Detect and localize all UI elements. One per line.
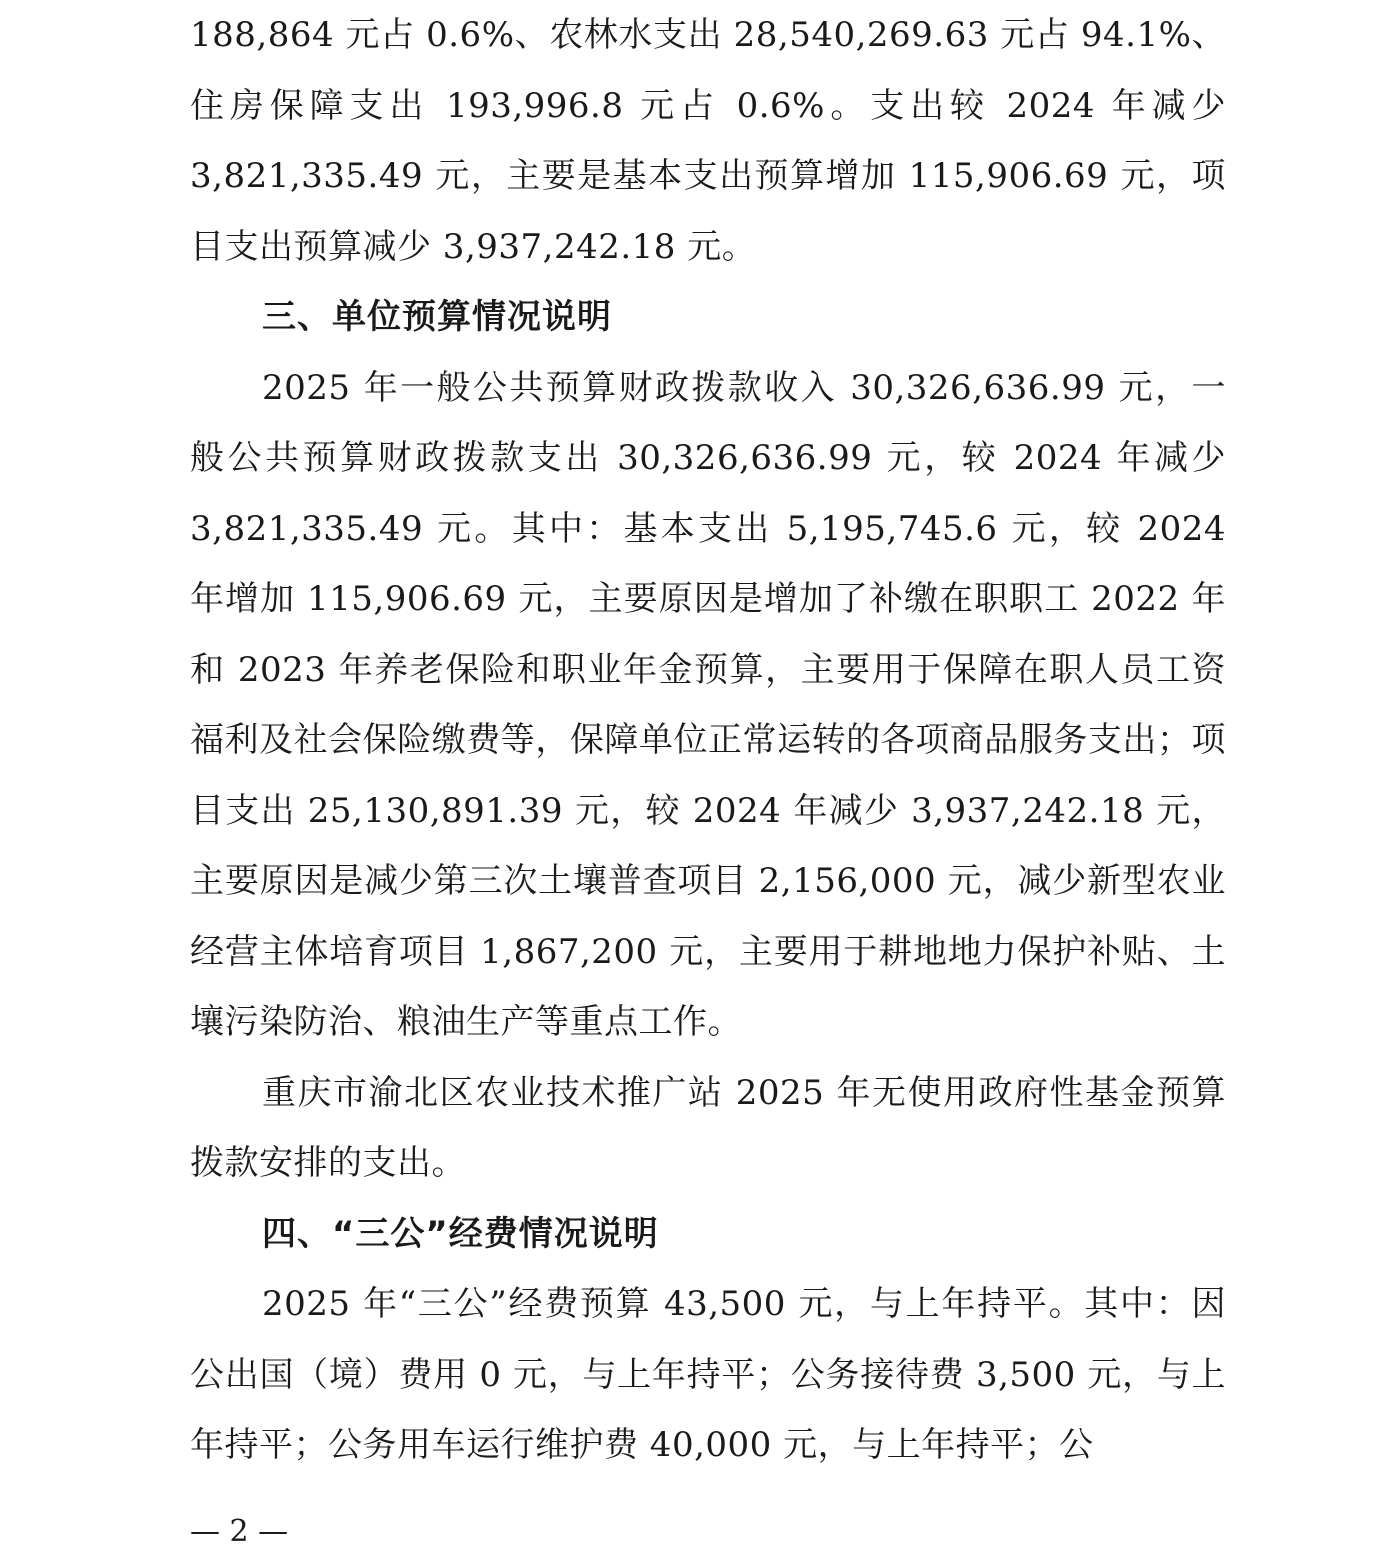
paragraph-unit-budget: 2025 年一般公共预算财政拨款收入 30,326,636.99 元，一般公共预算财政拨款支出 30,326,636.99 元，较 2024 年减少 3,821,335.49 元。其中：基本支出 5,195,745.6 元，较 2024 年增加 115,906.69 元，主要原因是增加了补缴在职职工 2022 年和 2023 年养老保险和职业年金预算，主要用于保障在职人员工资福利及社会保险缴费等，保障单位正常运转的各项商品服务支出；项目支出 25,130,891.39 元，较 2024 年减少 3,937,242.18 元，主要原因是减少第三次土壤普查项目 2,156,000 元，减少新型农业经营主体培育项目 1,867,200 元，主要用于耕地地力保护补贴、土壤污染防治、粮油生产等重点工作。 [190,367,1226,1042]
page-number: — 2 — [190,1514,289,1549]
paragraph-three-public-expenses: 2025 年“三公”经费预算 43,500 元，与上年持平。其中：因公出国（境）费用 0 元，与上年持平；公务接待费 3,500 元，与上年持平；公务用车运行维护费 40,000 元，与上年持平；公 [190,1284,1226,1465]
paragraph-expenditure-continuation: 188,864 元占 0.6%、农林水支出 28,540,269.63 元占 94.1%、住房保障支出 193,996.8 元占 0.6%。支出较 2024 年减少 3,821,335.49 元，主要是基本支出预算增加 115,906.69 元，项目支出预算减少 3,937,242.18 元。 [190,15,1226,267]
paragraph-government-fund: 重庆市渝北区农业技术推广站 2025 年无使用政府性基金预算拨款安排的支出。 [190,1072,1226,1183]
section-heading-unit-budget: 三、单位预算情况说明 [262,297,612,337]
document-page [190,0,1226,1481]
section-heading-three-public-expenses: 四、“三公”经费情况说明 [262,1213,659,1254]
